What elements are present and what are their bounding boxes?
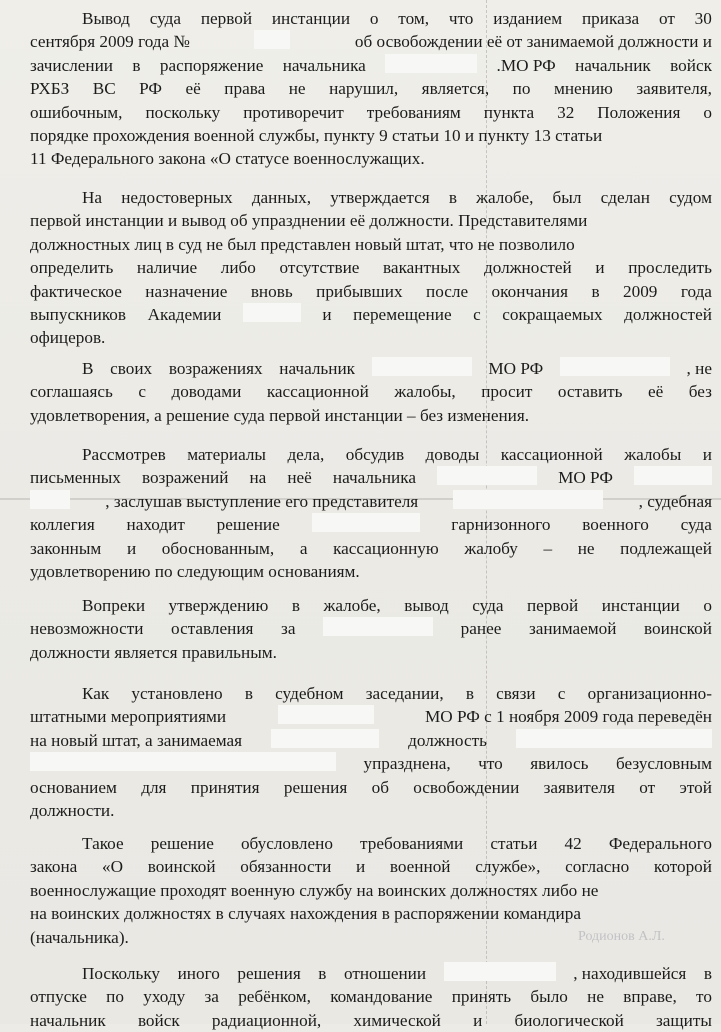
word: о bbox=[703, 596, 712, 615]
redaction bbox=[437, 466, 537, 485]
word: Как bbox=[82, 684, 110, 703]
redaction bbox=[243, 303, 301, 322]
word: об bbox=[371, 777, 389, 797]
word: безусловным bbox=[616, 754, 712, 774]
word: от bbox=[639, 777, 656, 797]
word: Федерального bbox=[608, 834, 712, 853]
redaction bbox=[271, 729, 379, 748]
word: поскольку bbox=[145, 102, 221, 122]
word: начальник bbox=[30, 1010, 106, 1030]
word: доводы bbox=[425, 445, 480, 464]
word: и bbox=[322, 304, 332, 324]
word: за bbox=[281, 619, 296, 639]
word: первой bbox=[526, 596, 579, 615]
word: вправе, bbox=[623, 987, 677, 1007]
word: Академии bbox=[147, 304, 222, 324]
word: после bbox=[426, 281, 469, 301]
paragraph-4 bbox=[30, 443, 712, 583]
text-line bbox=[30, 443, 712, 466]
text-line bbox=[30, 776, 712, 799]
text-run: сентября 2009 года № bbox=[30, 32, 190, 52]
word: и bbox=[595, 258, 605, 278]
word: радиационной, bbox=[211, 1010, 322, 1030]
text-line bbox=[30, 1009, 712, 1032]
word: либо bbox=[220, 258, 256, 278]
word: суда bbox=[472, 596, 504, 615]
text-line bbox=[30, 594, 712, 617]
word: приказа bbox=[581, 9, 640, 28]
redaction bbox=[30, 752, 336, 771]
redaction bbox=[385, 54, 477, 73]
word: 2009 bbox=[623, 281, 658, 301]
text-run: удовлетворения, а решение суда первой инстанции – без изменения. bbox=[30, 405, 530, 425]
redaction bbox=[278, 705, 374, 724]
word: соглашаясь bbox=[30, 382, 113, 402]
word: Поскольку bbox=[82, 964, 161, 983]
word: ВС bbox=[92, 79, 116, 99]
text-run: об освобождении её от занимаемой должности и bbox=[354, 32, 712, 52]
word: начальник bbox=[279, 359, 356, 378]
word: что bbox=[478, 754, 503, 774]
word: заявителя bbox=[543, 777, 615, 797]
word: оставления bbox=[171, 619, 254, 639]
text-line bbox=[30, 962, 712, 985]
word: сделан bbox=[600, 188, 650, 207]
redaction bbox=[634, 466, 712, 485]
text-line bbox=[30, 879, 712, 902]
word: распоряжение bbox=[159, 55, 264, 75]
word: в bbox=[132, 55, 141, 75]
word: о bbox=[703, 102, 712, 122]
word: военного bbox=[582, 515, 649, 535]
word: упразднена, bbox=[363, 754, 451, 774]
text-run: , судебная bbox=[638, 491, 712, 511]
word: материалы bbox=[187, 445, 266, 464]
word: и bbox=[126, 538, 137, 558]
word: в bbox=[591, 281, 600, 301]
word: не bbox=[288, 79, 306, 99]
word: неё bbox=[287, 468, 312, 488]
word: доводами bbox=[171, 382, 242, 402]
word: суда bbox=[149, 9, 181, 28]
word: нарушил, bbox=[329, 79, 399, 99]
text-run: порядке прохождения военной службы, пункту 9 статьи 10 и пункту 13 статьи bbox=[30, 125, 603, 145]
word: закона bbox=[30, 857, 78, 877]
redaction bbox=[560, 357, 670, 376]
redaction bbox=[444, 962, 556, 981]
text-line bbox=[30, 147, 712, 170]
word: не bbox=[587, 987, 604, 1007]
word: Вывод bbox=[82, 9, 130, 28]
word: согласно bbox=[565, 857, 630, 877]
word: за bbox=[204, 987, 219, 1007]
word: уходу bbox=[143, 987, 186, 1007]
word: должностей bbox=[483, 258, 572, 278]
word: прибывших bbox=[316, 281, 403, 301]
word: установлено bbox=[131, 684, 223, 703]
word: законным bbox=[30, 538, 102, 558]
paragraph-2 bbox=[30, 186, 712, 350]
word: права bbox=[224, 79, 266, 99]
word: ребёнком, bbox=[238, 987, 311, 1007]
word: и bbox=[473, 1010, 483, 1030]
word: не bbox=[577, 538, 595, 558]
redaction bbox=[30, 490, 70, 509]
word: требованиям bbox=[366, 102, 461, 122]
word: пункта bbox=[483, 102, 535, 122]
text-run: МО РФ с 1 ноября 2009 года переведён bbox=[425, 707, 712, 727]
word: должностей bbox=[624, 304, 712, 324]
word: На bbox=[82, 188, 103, 207]
word: было bbox=[530, 987, 568, 1007]
text-run: , находившейся bbox=[573, 964, 687, 983]
word: определить bbox=[30, 258, 114, 278]
word: обсудив bbox=[345, 445, 405, 464]
word: «О bbox=[102, 857, 124, 877]
word: РХБЗ bbox=[30, 79, 70, 99]
word: жалобе, bbox=[323, 596, 381, 615]
text-line bbox=[30, 233, 712, 256]
word: сокращаемых bbox=[502, 304, 603, 324]
word: на bbox=[249, 468, 267, 488]
word: с bbox=[473, 304, 481, 324]
word: просит bbox=[481, 382, 533, 402]
word: В bbox=[82, 359, 94, 378]
word: кассационную bbox=[333, 538, 439, 558]
text-line bbox=[30, 30, 712, 53]
text-run: на воинских должностях в случаях нахождения в распоряжении командира bbox=[30, 904, 581, 924]
word: ранее bbox=[460, 619, 502, 639]
word: её bbox=[648, 382, 664, 402]
word: биологической bbox=[514, 1010, 624, 1030]
text-run: , заслушав выступление его представителя bbox=[105, 491, 419, 511]
word: по bbox=[106, 987, 124, 1007]
paragraph-3 bbox=[30, 357, 712, 427]
word: должность bbox=[408, 730, 487, 750]
word: Положения bbox=[597, 102, 681, 122]
word: – bbox=[543, 538, 553, 558]
word: в bbox=[318, 964, 327, 983]
text-run: первой инстанции и вывод об упразднении её должности. Представителями bbox=[30, 211, 588, 231]
word: которой bbox=[653, 857, 712, 877]
word: противоречит bbox=[243, 102, 344, 122]
word: мнению bbox=[553, 79, 613, 99]
word: заседании, bbox=[365, 684, 444, 703]
word: гарнизонного bbox=[451, 515, 551, 535]
text-line bbox=[30, 537, 712, 560]
text-run: (начальника). bbox=[30, 927, 129, 947]
word: принять bbox=[451, 987, 512, 1007]
text-line bbox=[30, 280, 712, 303]
text-line bbox=[30, 902, 712, 925]
text-line bbox=[30, 209, 712, 232]
text-line bbox=[30, 54, 712, 77]
text-run: военнослужащие проходят военную службу на воинских должностях либо не bbox=[30, 880, 599, 900]
word: заявителя, bbox=[636, 79, 712, 99]
word: письменных bbox=[30, 468, 121, 488]
word: инстанции bbox=[271, 9, 351, 28]
word: был bbox=[552, 188, 582, 207]
word: жалобы bbox=[624, 445, 682, 464]
text-line bbox=[30, 357, 712, 380]
text-run: МО РФ bbox=[488, 359, 544, 378]
word: иного bbox=[177, 964, 220, 983]
word: наличие bbox=[136, 258, 198, 278]
text-run: на новый штат, а занимаемая bbox=[30, 730, 243, 750]
paragraph-8 bbox=[30, 962, 712, 1032]
word: выпускников bbox=[30, 304, 127, 324]
word: требованиями bbox=[360, 834, 464, 853]
word: с bbox=[138, 382, 146, 402]
word: судебном bbox=[275, 684, 344, 703]
text-line bbox=[30, 832, 712, 855]
text-line bbox=[30, 513, 712, 536]
word: организационно- bbox=[587, 684, 712, 703]
text-line bbox=[30, 985, 712, 1008]
redaction bbox=[254, 30, 290, 49]
text-line bbox=[30, 124, 712, 147]
redaction bbox=[516, 729, 712, 748]
text-line bbox=[30, 729, 712, 752]
word: начальника bbox=[332, 468, 416, 488]
text-line bbox=[30, 303, 712, 326]
word: для bbox=[141, 777, 167, 797]
word: воинской bbox=[644, 619, 712, 639]
word: освобождении bbox=[413, 777, 520, 797]
word: Рассмотрев bbox=[82, 445, 166, 464]
paragraph-6 bbox=[30, 682, 712, 822]
word: химической bbox=[353, 1010, 441, 1030]
word: защиты bbox=[656, 1010, 712, 1030]
text-run: удовлетворению по следующим основаниям. bbox=[30, 561, 360, 581]
word: основанием bbox=[30, 777, 117, 797]
text-line bbox=[30, 326, 712, 349]
word: начальника bbox=[282, 55, 366, 75]
text-line bbox=[30, 466, 712, 489]
text-line bbox=[30, 705, 712, 728]
redaction bbox=[312, 513, 420, 532]
word: РФ bbox=[139, 79, 163, 99]
text-line bbox=[30, 101, 712, 124]
word: вывод bbox=[404, 596, 449, 615]
word: воинской bbox=[147, 857, 216, 877]
word: Вопреки bbox=[82, 596, 146, 615]
word: .МО РФ bbox=[496, 55, 556, 75]
word: решение bbox=[216, 515, 280, 535]
text-line bbox=[30, 380, 712, 403]
word: военной bbox=[389, 857, 451, 877]
word: суда bbox=[680, 515, 712, 535]
word: в bbox=[703, 964, 712, 983]
word: утверждается bbox=[330, 188, 430, 207]
word: от bbox=[658, 9, 675, 28]
word: своих bbox=[110, 359, 153, 378]
word: возражениях bbox=[168, 359, 263, 378]
text-run: 11 Федерального закона «О статусе военнослужащих. bbox=[30, 149, 425, 169]
word: жалобе, bbox=[476, 188, 534, 207]
text-run: МО РФ bbox=[558, 468, 613, 488]
word: недостоверных bbox=[121, 188, 233, 207]
paragraph-1 bbox=[30, 7, 712, 171]
word: инстанции bbox=[601, 596, 680, 615]
word: окончания bbox=[491, 281, 568, 301]
text-run: должности является правильным. bbox=[30, 642, 277, 662]
word: дела, bbox=[287, 445, 325, 464]
word: ошибочным, bbox=[30, 102, 123, 122]
text-line bbox=[30, 77, 712, 100]
word: решения bbox=[237, 964, 301, 983]
word: вакантных bbox=[383, 258, 461, 278]
text-run: офицеров. bbox=[30, 328, 106, 348]
word: отпуске bbox=[30, 987, 87, 1007]
word: назначение bbox=[145, 281, 228, 301]
redaction bbox=[453, 490, 603, 509]
text-line bbox=[30, 752, 712, 775]
word: этой bbox=[679, 777, 712, 797]
redaction bbox=[372, 357, 472, 376]
word: отношении bbox=[343, 964, 427, 983]
word: войск bbox=[137, 1010, 180, 1030]
text-line bbox=[30, 490, 712, 513]
word: связи bbox=[496, 684, 536, 703]
word: возражений bbox=[141, 468, 229, 488]
word: а bbox=[299, 538, 308, 558]
word: решение bbox=[150, 834, 214, 853]
word: вновь bbox=[250, 281, 293, 301]
text-line bbox=[30, 682, 712, 705]
word: в bbox=[448, 188, 457, 207]
word: года bbox=[680, 281, 712, 301]
word: 32 bbox=[557, 102, 575, 122]
word: кассационной bbox=[266, 382, 369, 402]
word: статьи bbox=[490, 834, 538, 853]
text-line bbox=[30, 617, 712, 640]
word: в bbox=[244, 684, 253, 703]
word: обязанности bbox=[240, 857, 332, 877]
word: 30 bbox=[694, 9, 712, 28]
word: жалобу bbox=[464, 538, 518, 558]
word: начальник bbox=[575, 55, 651, 75]
word: кассационной bbox=[500, 445, 603, 464]
word: находит bbox=[126, 515, 185, 535]
word: без bbox=[688, 382, 712, 402]
text-line bbox=[30, 256, 712, 279]
text-run: штатными мероприятиями bbox=[30, 707, 227, 727]
text-run: , не bbox=[686, 359, 712, 378]
word: то bbox=[696, 987, 712, 1007]
text-line bbox=[30, 186, 712, 209]
word: перемещение bbox=[353, 304, 452, 324]
word: службе», bbox=[475, 857, 541, 877]
word: фактическое bbox=[30, 281, 122, 301]
word: обоснованным, bbox=[161, 538, 275, 558]
word: подлежащей bbox=[620, 538, 712, 558]
word: о bbox=[369, 9, 379, 28]
word: коллегия bbox=[30, 515, 95, 535]
text-run: должностных лиц в суд не был представлен новый штат, что не позволило bbox=[30, 234, 575, 254]
word: первой bbox=[200, 9, 253, 28]
word: данных, bbox=[251, 188, 312, 207]
word: её bbox=[185, 79, 201, 99]
word: принятия bbox=[190, 777, 260, 797]
faint-signature: Родионов А.Л. bbox=[578, 929, 665, 944]
redaction bbox=[323, 617, 433, 636]
text-line bbox=[30, 560, 712, 583]
word: зачислении bbox=[30, 55, 113, 75]
word: отсутствие bbox=[279, 258, 360, 278]
word: невозможности bbox=[30, 619, 144, 639]
word: проследить bbox=[628, 258, 712, 278]
word: явилось bbox=[530, 754, 589, 774]
word: 42 bbox=[564, 834, 582, 853]
word: по bbox=[512, 79, 531, 99]
word: утверждению bbox=[168, 596, 269, 615]
word: обусловлено bbox=[240, 834, 333, 853]
word: оставить bbox=[557, 382, 623, 402]
paragraph-5 bbox=[30, 594, 712, 664]
word: с bbox=[557, 684, 566, 703]
word: Такое bbox=[82, 834, 124, 853]
word: том, bbox=[398, 9, 430, 28]
word: изданием bbox=[493, 9, 563, 28]
word: в bbox=[465, 684, 474, 703]
word: занимаемой bbox=[528, 619, 617, 639]
word: является, bbox=[421, 79, 490, 99]
word: командование bbox=[330, 987, 433, 1007]
text-line bbox=[30, 855, 712, 878]
text-line bbox=[30, 641, 712, 664]
text-line bbox=[30, 404, 712, 427]
word: войск bbox=[670, 55, 712, 75]
word: решения bbox=[283, 777, 348, 797]
word: судом bbox=[669, 188, 712, 207]
word: что bbox=[448, 9, 474, 28]
text-line bbox=[30, 7, 712, 30]
text-line bbox=[30, 799, 712, 822]
text-run: должности. bbox=[30, 800, 115, 820]
word: в bbox=[291, 596, 300, 615]
word: и bbox=[355, 857, 366, 877]
word: и bbox=[702, 445, 712, 464]
word: жалобы, bbox=[394, 382, 456, 402]
